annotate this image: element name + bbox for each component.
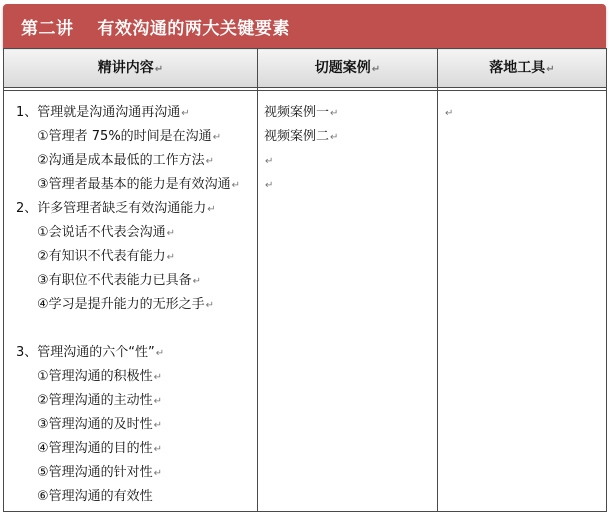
tools-list xyxy=(438,91,606,125)
case-item-text: 视频案例二 xyxy=(264,129,330,144)
case-item xyxy=(264,125,437,149)
paragraph-mark-icon: ↵ xyxy=(166,228,176,239)
paragraph-mark-icon: ↵ xyxy=(265,156,274,167)
tools-cell xyxy=(438,91,607,512)
content-point-text: ①会说话不代表会沟通 xyxy=(37,225,166,240)
content-point-text: ③有职位不代表能力已具备 xyxy=(37,273,192,288)
paragraph-mark-icon: ↵ xyxy=(445,108,454,119)
paragraph-mark-icon: ↵ xyxy=(166,252,176,263)
content-heading-text: 3、管理沟通的六个“性” xyxy=(16,345,155,360)
paragraph-mark-icon: ↵ xyxy=(155,348,165,359)
content-point xyxy=(4,389,257,413)
lecture-title-banner xyxy=(3,4,606,48)
content-point xyxy=(4,149,257,173)
content-heading-text: 1、管理就是沟通沟通再沟通 xyxy=(16,105,181,120)
paragraph-mark-icon: ↵ xyxy=(205,156,215,167)
content-point xyxy=(4,413,257,437)
lecture-title: 第二讲 有效沟通的两大关键要素 xyxy=(21,19,290,39)
paragraph-mark-icon: ↵ xyxy=(153,372,163,383)
cases-list xyxy=(258,91,437,197)
content-point xyxy=(4,269,257,293)
header-tools xyxy=(438,49,607,88)
header-cases xyxy=(258,49,438,88)
paragraph-mark-icon: ↵ xyxy=(265,180,274,191)
case-item-text: 视频案例一 xyxy=(264,105,330,120)
header-row xyxy=(4,49,607,88)
content-point-text: ②有知识不代表有能力 xyxy=(37,249,166,264)
blank-line xyxy=(4,317,257,341)
paragraph-mark-icon: ↵ xyxy=(153,420,163,431)
case-item xyxy=(264,149,437,173)
body-row xyxy=(4,91,607,512)
paragraph-mark-icon: ↵ xyxy=(371,64,381,75)
paragraph-mark-icon: ↵ xyxy=(231,180,241,191)
paragraph-mark-icon: ↵ xyxy=(154,64,164,75)
case-item xyxy=(264,173,437,197)
content-cell xyxy=(4,91,258,512)
content-point-text: ②管理沟通的主动性 xyxy=(37,393,153,408)
content-point-text: ⑤管理沟通的针对性 xyxy=(37,465,153,480)
paragraph-mark-icon: ↵ xyxy=(330,108,339,119)
content-point xyxy=(4,485,257,509)
case-item xyxy=(264,101,437,125)
content-heading xyxy=(4,341,257,365)
content-heading-text: 2、许多管理者缺乏有效沟通能力 xyxy=(16,201,207,216)
content-point xyxy=(4,293,257,317)
content-point xyxy=(4,221,257,245)
paragraph-mark-icon: ↵ xyxy=(153,396,163,407)
content-point-text: ④管理沟通的目的性 xyxy=(37,441,153,456)
content-point-text: ②沟通是成本最低的工作方法 xyxy=(37,153,205,168)
content-point-text: ①管理者 75%的时间是在沟通 xyxy=(37,129,212,144)
header-cases-label: 切题案例 xyxy=(314,60,371,76)
paragraph-mark-icon: ↵ xyxy=(153,444,163,455)
paragraph-mark-icon: ↵ xyxy=(192,276,202,287)
paragraph-mark-icon: ↵ xyxy=(181,108,190,119)
paragraph-mark-icon: ↵ xyxy=(546,64,555,75)
course-outline-table xyxy=(3,48,607,512)
content-point-text: ④学习是提升能力的无形之手 xyxy=(37,297,205,312)
content-heading xyxy=(4,101,257,125)
content-point-text: ⑥管理沟通的有效性 xyxy=(37,489,153,504)
content-point-text: ①管理沟通的积极性 xyxy=(37,369,153,384)
content-list xyxy=(4,91,257,509)
content-heading xyxy=(4,197,257,221)
cases-cell xyxy=(258,91,438,512)
header-content-label: 精讲内容 xyxy=(97,60,154,76)
paragraph-mark-icon: ↵ xyxy=(207,204,216,215)
content-point xyxy=(4,437,257,461)
paragraph-mark-icon: ↵ xyxy=(205,300,215,311)
content-point xyxy=(4,245,257,269)
paragraph-mark-icon: ↵ xyxy=(330,132,339,143)
content-point xyxy=(4,125,257,149)
paragraph-mark-icon: ↵ xyxy=(212,132,222,143)
content-point-text: ③管理沟通的及时性 xyxy=(37,417,153,432)
paragraph-mark-icon: ↵ xyxy=(153,468,163,479)
content-point-text: ③管理者最基本的能力是有效沟通 xyxy=(37,177,231,192)
content-point xyxy=(4,173,257,197)
content-point xyxy=(4,365,257,389)
header-content xyxy=(4,49,258,88)
header-tools-label: 落地工具 xyxy=(489,60,546,76)
tool-item xyxy=(444,101,606,125)
content-point xyxy=(4,461,257,485)
